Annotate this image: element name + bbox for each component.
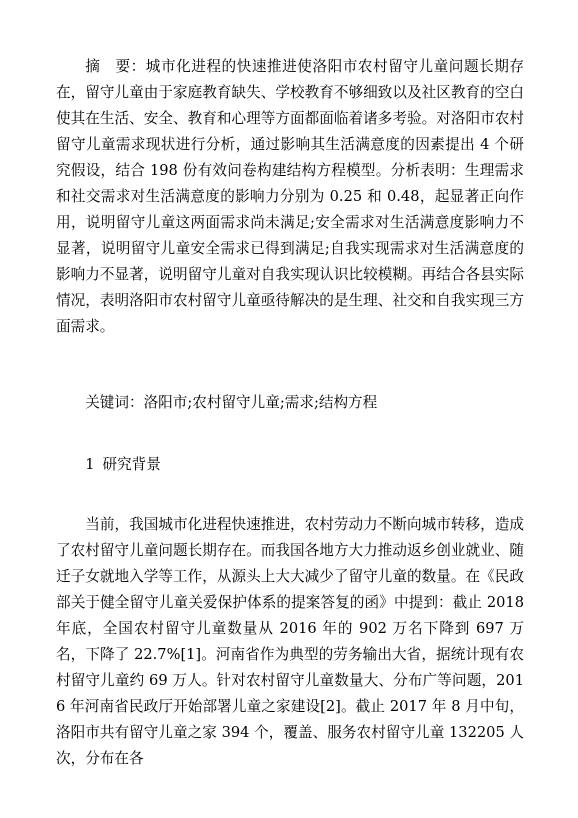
section-heading: [56, 452, 161, 478]
keywords-line: [56, 390, 377, 416]
body-paragraph: 当前，我国城市化进程快速推进，农村劳动力不断向城市转移，造成了农村留守儿童问题长期存在。而我国各地方大力推动返乡创业就业、随迁子女就地入学等工作，从源头上大大减少了留守儿童的数量。在《民政部关于健全留守儿童关爱保护体系的提案答复的函》中提到：截止 2018 年底，全国农村留守儿童数量从 2016 年的 902 万名下降到 697 万名，下降了 22.7%[1]。河南省作为典型的劳务输出大省，据统计现有农村留守儿童约 69 万人。针对农村留守儿童数量大、分布广等问题，2016 年河南省民政厅开始部署儿童之家建设[2]。截止 2017 年 8 月中旬，洛阳市共有留守儿童之家 394 个，覆盖、服务农村留守儿童 132205 人次，分布在各: [56, 516, 524, 767]
section-title: 研究背景: [102, 456, 161, 473]
document-page: [56, 54, 524, 767]
keywords-text: 洛阳市;农村留守儿童;需求;结构方程: [143, 394, 378, 411]
abstract-text: 城市化进程的快速推进使洛阳市农村留守儿童问题长期存在，留守儿童由于家庭教育缺失、学校教育不够细致以及社区教育的空白使其在生活、安全、教育和心理等方面都面临着诸多考验。对洛阳市农村留守儿童需求现状进行分析，通过影响其生活满意度的因素提出 4 个研究假设，结合 198 份有效问卷构建结构方程模型。分析表明：生理需求和社交需求对生活满意度的影响力分别为 0.25 和 0.48，起显著正向作用，说明留守儿童这两面需求尚未满足;安全需求对生活满意度影响力不显著，说明留守儿童安全需求已得到满足;自我实现需求对生活满意度的影响力不显著，说明留守儿童对自我实现认识比较模糊。再结合各县实际情况，表明洛阳市农村留守儿童亟待解决的是生理、社交和自我实现三方面需求。: [56, 58, 524, 335]
abstract-label: 摘 要：: [85, 58, 146, 75]
abstract-paragraph: [56, 54, 524, 340]
section-number: 1: [85, 456, 95, 473]
keywords-label: 关键词：: [85, 394, 144, 411]
